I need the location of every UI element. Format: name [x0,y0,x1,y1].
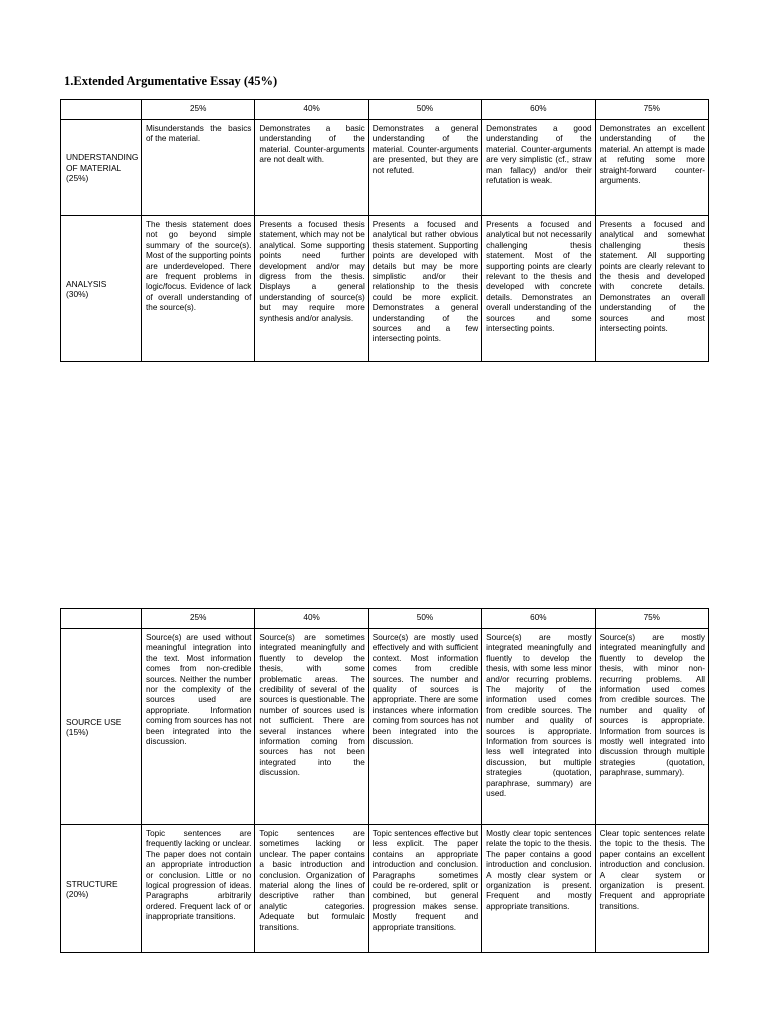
descriptor-cell: Source(s) are used without meaningful integration into the text. Most information comes from non-credible sources. Neither the number nor the complexity of the sources used are appropriate. Information coming from sources has not been integrated into the discussion. [142,629,255,825]
descriptor-cell: Source(s) are sometimes integrated meaningfully and fluently to develop the thesis, with some problematic areas. The credibility of several of the sources is questionable. The number of sources used is not sufficient. There are several instances where information coming from sources has not been integrated into the discussion. [255,629,368,825]
criterion-label: UNDERSTANDING OF MATERIAL [66,152,139,173]
table-row [61,629,709,825]
descriptor-cell: Demonstrates a general understanding of the material. Counter-arguments are presented, but they are not refuted. [368,120,481,216]
descriptor-cell: Source(s) are mostly used effectively and with sufficient context. Most information comes from credible sources. The number and quality of sources is appropriate. There are some instances where information coming from sources has not been integrated into the discussion. [368,629,481,825]
criterion-weight: (20%) [66,889,89,899]
descriptor-cell: Topic sentences are sometimes lacking or unclear. The paper contains a basic introduction and conclusion. Organization of material along the lines of descriptive rather than analytic categories. Adequate but formulaic transitions. [255,825,368,953]
criterion-label: SOURCE USE [66,716,122,727]
header-cell: 50% [368,100,481,120]
header-cell: 40% [255,100,368,120]
header-cell: 40% [255,609,368,629]
header-cell: 25% [142,609,255,629]
descriptor-cell: Topic sentences effective but less explicit. The paper contains an appropriate introduction and conclusion. Paragraphs sometimes could be re-ordered, split or combined, but general progression makes sense. Mostly frequent and appropriate transitions. [368,825,481,953]
header-row [61,609,709,629]
descriptor-cell: The thesis statement does not go beyond simple summary of the source(s). Most of the supporting points are underdeveloped. There are frequent problems in logic/focus. Evidence of lack of overall understanding of the source(s). [142,216,255,362]
descriptor-cell: Demonstrates a good understanding of the material. Counter-arguments are very simplistic (cf., straw man fallacy) and/or their refutation is weak. [482,120,595,216]
descriptor-cell: Mostly clear topic sentences relate the topic to the thesis. The paper contains a good introduction and conclusion. A mostly clear system or organization is present. Frequent and mostly appropriate transitions. [482,825,595,953]
header-row [61,100,709,120]
header-cell: 60% [482,100,595,120]
rubric-table [60,99,709,362]
descriptor-cell: Source(s) are mostly integrated meaningfully and fluently to develop the thesis, with some less minor and/or recurring problems. The majority of the information used comes from credible sources. The number and quality of sources is appropriate. Information from sources is less well integrated into discussion, but multiple strategies (quotation, paraphrase, summary) are used. [482,629,595,825]
criterion-cell [61,216,142,362]
table-row [61,825,709,953]
descriptor-cell: Presents a focused and analytical and somewhat challenging thesis statement. All supporting points are clearly relevant to the thesis and developed with concrete details. Demonstrates an overall understanding of the sources and most intersecting points. [595,216,708,362]
descriptor-cell: Source(s) are mostly integrated meaningfully and fluently to develop the thesis, with minor non-recurring problems. All information used comes from credible sources. The number and quality of sources is appropriate. Information from sources is mostly well integrated into discussion through multiple strategies (quotation, paraphrase, summary). [595,629,708,825]
criterion-label: ANALYSIS [66,278,107,289]
header-cell: 75% [595,100,708,120]
document-title: 1.Extended Argumentative Essay (45%) [64,74,278,88]
descriptor-cell: Clear topic sentences relate the topic to the thesis. The paper contains an excellent introduction and conclusion. A clear system or organization is present. Frequent and appropriate transitions. [595,825,708,953]
descriptor-cell: Topic sentences are frequently lacking or unclear. The paper does not contain an appropriate introduction or conclusion. Little or no logical progression of ideas. Paragraphs arbitrarily ordered. Frequent lack of or inappropriate transitions. [142,825,255,953]
descriptor-cell: Presents a focused thesis statement, which may not be analytical. Some supporting points need further development and/or may digress from the thesis. Displays a general understanding of source(s) but may require more synthesis and/or analysis. [255,216,368,362]
header-cell: 25% [142,100,255,120]
descriptor-cell: Demonstrates a basic understanding of the material. Counter-arguments are not dealt with. [255,120,368,216]
descriptor-cell: Presents a focused and analytical but not necessarily challenging thesis statement. Most of the supporting points are clearly relevant to the thesis and developed with concrete details. Demonstrates an overall understanding of the sources and some intersecting points. [482,216,595,362]
criterion-weight: (15%) [66,727,89,737]
descriptor-cell: Presents a focused and analytical but rather obvious thesis statement. Supporting points are developed with details but may be more simplistic and/or their relationship to the thesis could be more explicit. Demonstrates a general understanding of the sources and a few intersecting points. [368,216,481,362]
header-cell [61,100,142,120]
table-row [61,120,709,216]
criterion-label: STRUCTURE [66,878,118,889]
rubric-table [60,608,709,953]
criterion-weight: (30%) [66,289,89,299]
descriptor-cell: Misunderstands the basics of the material. [142,120,255,216]
header-cell: 50% [368,609,481,629]
header-cell [61,609,142,629]
descriptor-cell: Demonstrates an excellent understanding of the material. An attempt is made at refuting some more straight-forward counter-arguments. [595,120,708,216]
criterion-cell [61,120,142,216]
criterion-cell [61,629,142,825]
table-row [61,216,709,362]
header-cell: 60% [482,609,595,629]
criterion-cell [61,825,142,953]
header-cell: 75% [595,609,708,629]
criterion-weight: (25%) [66,173,89,184]
